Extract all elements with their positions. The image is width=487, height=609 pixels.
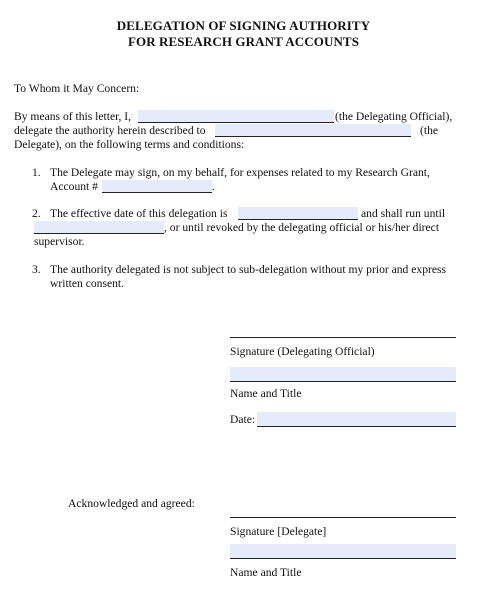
item1-line2: Account # [50, 180, 98, 193]
document-title-line1: DELEGATION OF SIGNING AUTHORITY [116, 18, 371, 33]
intro-line1-suffix: (the Delegating Official), [335, 110, 453, 123]
end-date-field[interactable] [34, 221, 164, 234]
item2-line3: supervisor. [34, 235, 85, 248]
delegate-name-title-label: Name and Title [230, 566, 302, 579]
item1-line1: The Delegate may sign, on my behalf, for expenses related to my Research Grant, [50, 166, 430, 179]
item2-line2-text: , or until revoked by the delegating official or his/her direct [164, 221, 440, 234]
delegate-name-title-field[interactable] [230, 544, 456, 559]
document-title-line2: FOR RESEARCH GRANT ACCOUNTS [127, 34, 360, 49]
account-number-field[interactable] [102, 180, 212, 193]
delegate-signature-line[interactable] [230, 516, 456, 518]
delegating-official-name-field[interactable] [138, 110, 334, 123]
item2-line1-suffix: and shall run until [361, 207, 446, 220]
item3-number: 3. [32, 263, 41, 276]
intro-line2-suffix: (the [420, 124, 439, 137]
official-name-title-field[interactable] [230, 367, 456, 382]
official-date-field[interactable] [257, 412, 456, 427]
salutation: To Whom it May Concern: [14, 82, 140, 95]
acknowledged-label: Acknowledged and agreed: [68, 497, 195, 510]
item1-period: . [212, 180, 215, 193]
item3-line1: The authority delegated is not subject to sub-delegation without my prior and express [50, 263, 447, 276]
effective-date-field[interactable] [238, 207, 358, 220]
official-signature-label: Signature (Delegating Official) [230, 345, 375, 358]
official-signature-line[interactable] [230, 336, 456, 338]
delegate-signature-label: Signature [Delegate] [230, 525, 327, 538]
delegate-name-field[interactable] [215, 124, 411, 137]
intro-line2-text: delegate the authority herein described to [14, 124, 206, 137]
official-name-title-label: Name and Title [230, 387, 302, 400]
intro-line3-text: Delegate), on the following terms and conditions: [14, 138, 245, 151]
item2-line1-text: The effective date of this delegation is [50, 207, 228, 220]
item3-line2: written consent. [50, 277, 125, 290]
item2-number: 2. [32, 207, 41, 220]
intro-line1-text: By means of this letter, I, [14, 110, 132, 123]
official-date-label: Date: [230, 413, 256, 426]
item1-number: 1. [32, 166, 41, 179]
